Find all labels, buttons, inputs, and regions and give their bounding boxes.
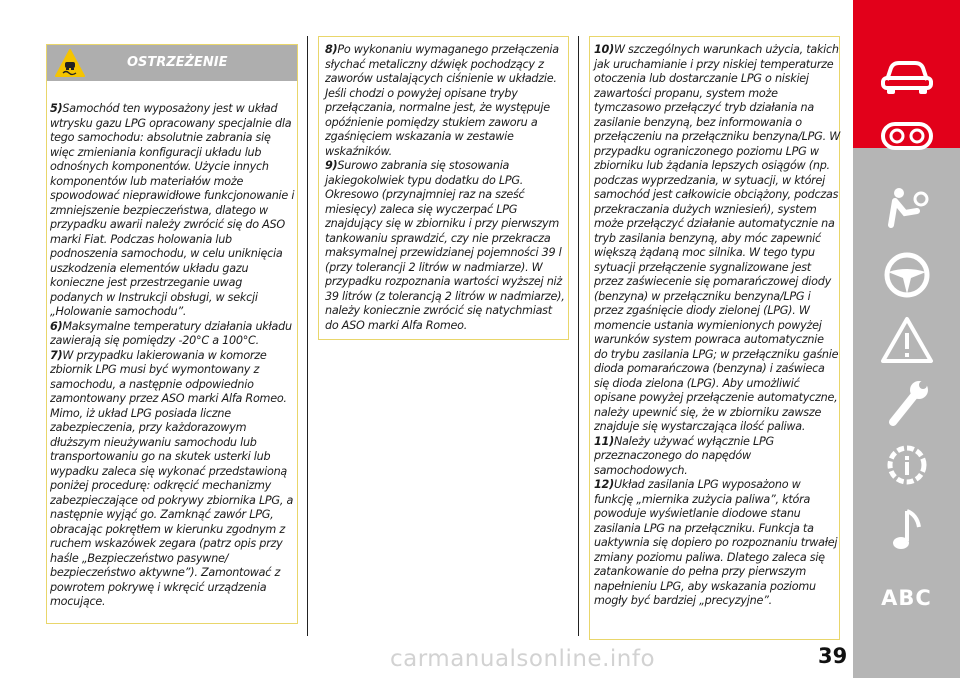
- note-text: Należy używać wyłącznie LPG przeznaczonego do napędów samochodowych.: [594, 434, 774, 477]
- note-text: W przypadku lakierowania w komorze zbiornik LPG musi być wymontowany z samochodu, a następnie odpowiednio zamontowany przez ASO marki Alfa Romeo. Mimo, iż układ LPG posiada liczne zabezpieczenia, przy każdorazowym dłuższym nieużywaniu samochodu lub transportowaniu go na skutek usterki lub wypadku zaleca się wykonać przedstawioną poniżej procedurę: odkręcić mechanizmy zabezpieczające od pokrywy zbiornika LPG, a następnie wyjąć go. Zamknąć zawór LPG, obracając pokrętłem w kierunku zgodnym z ruchem wskazówek zegara (patrz opis przy haśle „Bezpieczeństwo pasywne/ bezpieczeństwo aktywne”). Zamontować z powrotem pokrywę i wkręcić urządzenia mocujące.: [50, 348, 294, 608]
- note-paragraph: [325, 159, 567, 333]
- note-paragraph: [594, 478, 840, 609]
- wrench-icon[interactable]: [877, 378, 937, 428]
- notes-box-middle: [318, 36, 569, 340]
- column-divider: [307, 36, 308, 636]
- technical-data-icon[interactable]: [877, 440, 937, 490]
- warning-box: [46, 44, 298, 624]
- note-number: 9): [325, 159, 338, 172]
- car-icon[interactable]: [877, 50, 937, 100]
- abc-index-label[interactable]: ABC: [881, 586, 932, 610]
- warning-triangle-icon[interactable]: [877, 315, 937, 365]
- warning-title: OSTRZEŻENIE: [127, 55, 228, 70]
- note-paragraph: [50, 102, 296, 320]
- section-sidebar: [853, 0, 960, 678]
- note-number: 6): [50, 319, 63, 333]
- note-text: Maksymalne temperatury działania układu zawierają się pomiędzy -20°C a 100°C.: [50, 319, 292, 347]
- note-paragraph: [50, 349, 296, 610]
- note-number: 12): [594, 478, 614, 491]
- note-number: 7): [50, 348, 63, 362]
- note-paragraph: [594, 43, 840, 435]
- column-divider: [578, 36, 579, 636]
- note-text: W szczególnych warunkach użycia, takich jak uruchamianie i przy niskiej temperaturze otoczenia lub dostarczanie LPG o niskiej zawartości propanu, system może tymczasowo przełączyć tryb działania na zasilanie benzyną, bez informowania o przełączeniu na przełączniku benzyna/LPG. W przypadku ograniczonego poziomu LPG w zbiorniku lub żądania lepszych osiągów (np. podczas wyprzedzania, w sytuacji, w której samochód jest całkowicie obciążony, podczas przekraczania dużych wzniesień), system może przełączyć działanie automatycznie na tryb zasilania benzyną, aby móc zapewnić większą żądaną moc silnika. W tego typu sytuacji przełączenie sygnalizowane jest przez zaświecenie się pomarańczowej diody (benzyna) w przełączniku benzyna/LPG i przez zgaśnięcie diody zielonej (LPG). W momencie ustania wymienionych powyżej warunków system powraca automatycznie do trybu zasilania LPG; w przełączniku gaśnie dioda pomarańczowa (benzyna) i zaświeca się dioda zielona (LPG). Aby umożliwić opisane powyżej przełączenie automatyczne, należy upewnić się, że w zbiorniku zawsze znajduje się wystarczająca ilość paliwa.: [594, 43, 841, 433]
- car-skid-warning-icon: [55, 49, 85, 77]
- watermark: carmanualsonline.info: [390, 646, 656, 672]
- warning-header: [47, 45, 297, 81]
- note-number: 8): [325, 43, 338, 56]
- page-number: 39: [818, 644, 848, 668]
- note-text: Po wykonaniu wymaganego przełączenia słychać metaliczny dźwięk pochodzący z zaworów ustalających ciśnienie w układzie. Jeśli chodzi o powyżej opisane tryby przełączania, normalne jest, że występuje opóźnienie pomiędzy stukiem zaworu a zgaśnięciem wskazania w zestawie wskaźników.: [325, 43, 559, 158]
- notes-text: [325, 43, 567, 333]
- note-number: 11): [594, 434, 614, 448]
- note-text: Samochód ten wyposażony jest w układ wtrysku gazu LPG opracowany specjalnie dla tego samochodu: absolutnie zabrania się więc zmieniania konfiguracji układu lub odnośnych komponentów. Użycie innych komponentów lub materiałów może spowodować nieprawidłowe funkcjonowanie i zmniejszenie bezpieczeństwa, dlatego w przypadku awarii należy zwrócić się do ASO marki Fiat. Podczas holowania lub podnoszenia samochodu, w celu uniknięcia uszkodzenia elementów układu gazu konieczne jest przestrzeganie uwag podanych w Instrukcji obsługi, w sekcji „Holowanie samochodu”.: [50, 102, 295, 318]
- steering-wheel-icon[interactable]: [877, 250, 937, 300]
- notes-text: [594, 43, 840, 609]
- dashboard-gauge-icon[interactable]: [877, 110, 937, 160]
- note-text: Surowo zabrania się stosowania jakiegokolwiek typu dodatku do LPG. Okresowo (przynajmniej raz na sześć miesięcy) zaleca się wyczerpać LPG znajdujący się w zbiorniku i przy pierwszym tankowaniu sprawdzić, czy nie przekracza maksymalnej przewidzianej pojemności 39 l (przy tolerancji 2 litrów w nadmiarze). W przypadku rozpoznania wartości wyższej niż 39 litrów (z tolerancją 2 litrów w nadmiarze), należy koniecznie zwrócić się natychmiast do ASO marki Alfa Romeo.: [325, 159, 565, 332]
- notes-box-right: [589, 36, 840, 640]
- note-text: Układ zasilania LPG wyposażono w funkcję „miernika zużycia paliwa”, która powoduje wyświetlanie diodowe stanu zasilania LPG na przełączniku. Funkcja ta uaktywnia się dopiero po rozpoznaniu trwałej zmiany poziomu paliwa. Dlatego zaleca się zatankowanie do pełna przy pierwszym napełnieniu LPG, aby wskazania poziomu mogły być bardziej „precyzyjne”.: [594, 478, 838, 607]
- airbag-person-icon[interactable]: [877, 185, 937, 235]
- warning-text: [50, 102, 296, 610]
- note-paragraph: [325, 43, 567, 159]
- note-number: 5): [50, 102, 63, 115]
- note-paragraph: [50, 320, 296, 349]
- music-note-icon[interactable]: [877, 505, 937, 555]
- note-paragraph: [594, 435, 840, 479]
- note-number: 10): [594, 43, 614, 56]
